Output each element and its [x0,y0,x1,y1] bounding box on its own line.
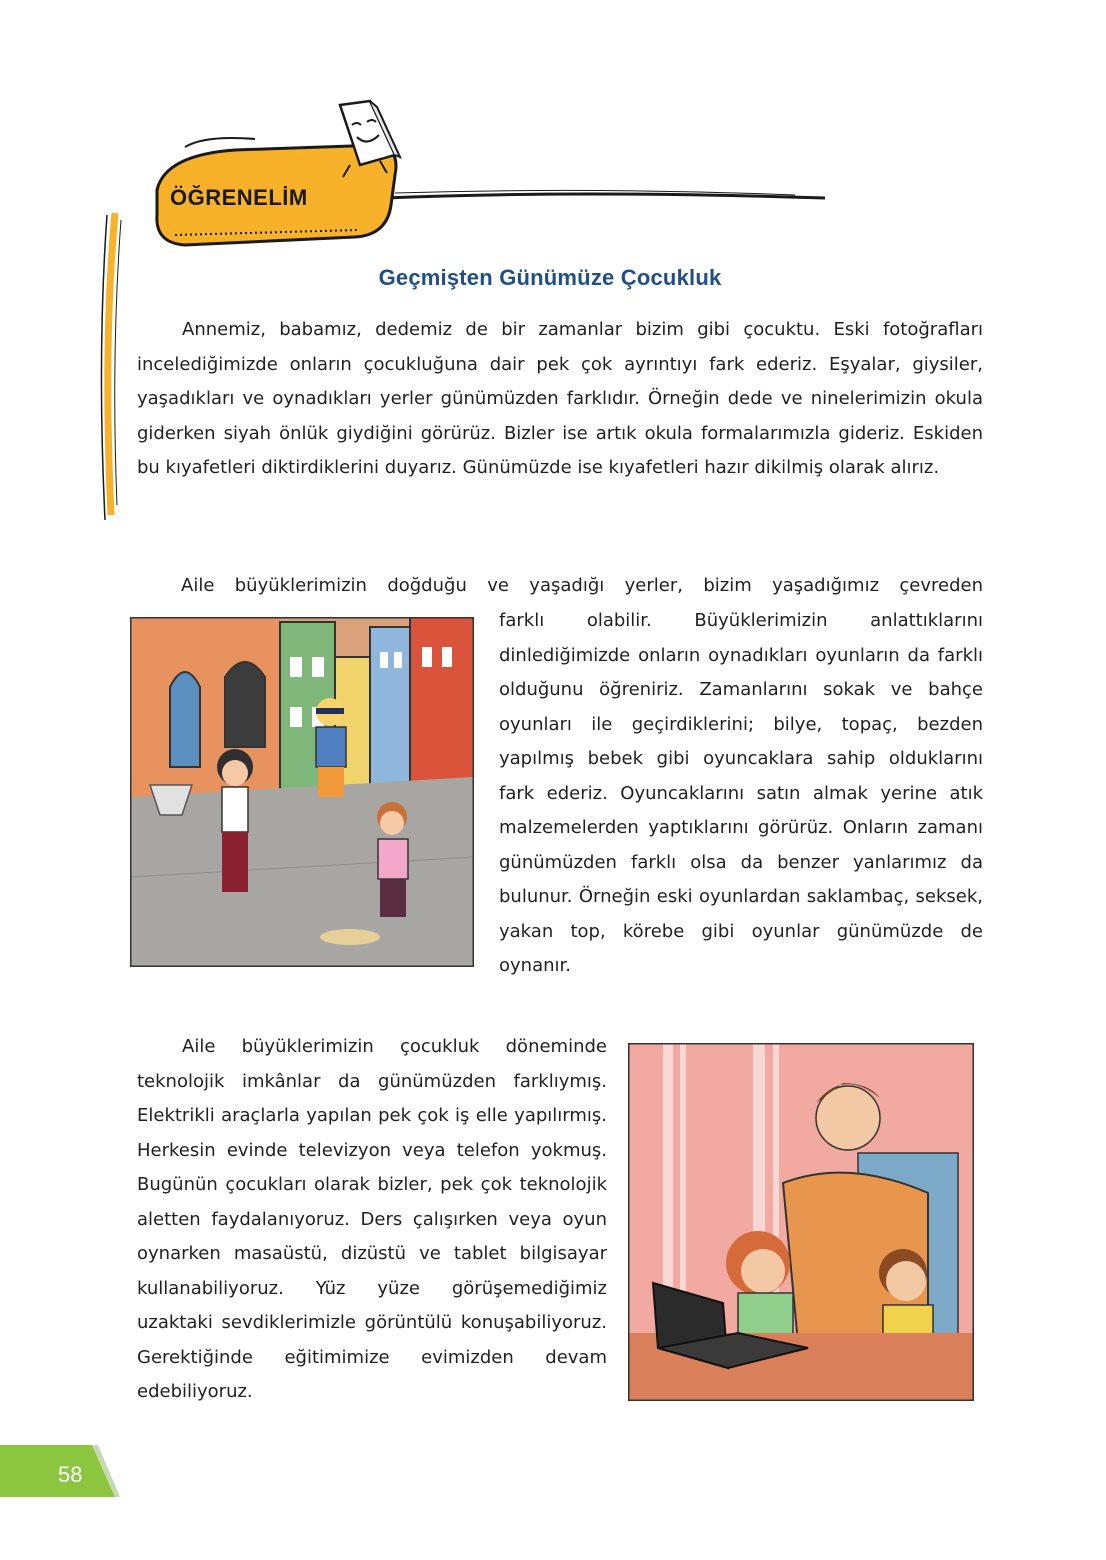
paragraph-intro [137,313,983,486]
page-title: Geçmişten Günümüze Çocukluk [378,265,722,290]
paragraph-places-rest: farklı olabilir. Büyüklerimizin anlattıklarını dinlediğimizde onların oynadıkları oyunların da farklı olduğunu öğreniriz. Zamanlarını sokak ve bahçe oyunları ile geçirdiklerini; bilye, topaç, bezden yapılmış bebek gibi oyuncaklara sahip olduklarını fark ederiz. Oyuncaklarını satın almak yerine atık malzemelerden yaptıklarını görürüz. Onların zamanı günümüzden farklı olsa da benzer yanlarımız da bulunur. Örneğin eski oyunlardan saklambaç, seksek, yakan top, körebe gibi oyunlar günümüzde de oynanır. [499,610,983,976]
page-number: 58 [58,1462,83,1487]
paragraph-technology-text: Aile büyüklerimizin çocukluk döneminde teknolojik imkânlar da günümüzden farklıymış. Elektrikli araçlarla yapılan pek çok iş elle yapılırmış. Herkesin evinde televizyon veya telefon yokmuş. Bugünün çocukları olarak bizler, pek çok teknolojik aletten faydalanıyoruz. Ders çalışırken veya oyun oynarken masaüstü, dizüstü ve tablet bilgisayar kullanabiliyoruz. Yüz yüze görüşemediğimiz uzaktaki sevdiklerimizle görüntülü konuşabiliyoruz. Gerektiğinde eğitimimize evimizden devam edebiliyoruz. [137,1036,607,1402]
street-scene-illustration [130,617,474,967]
computer-scene-illustration [628,1043,974,1401]
paragraph-places-first-line: Aile büyüklerimizin doğduğu ve yaşadığı yerler, bizim yaşadığımız çevreden [181,575,983,596]
section-badge-label: ÖĞRENELİM [170,185,308,210]
paragraph-intro-text: Annemiz, babamız, dedemiz de bir zamanlar bizim gibi çocuktu. Eski fotoğrafları incelediğimizde onların çocukluğuna dair pek çok ayrıntıyı fark ederiz. Eşyalar, giysiler, yaşadıkları ve oynadıkları yerler günümüzden farklıdır. Örneğin dede ve ninelerimizin okula giderken siyah önlük giydiğini görürüz. Bizler ise artık okula formalarımızla gideriz. Eskiden bu kıyafetleri diktirdiklerini duyarız. Günümüzde ise kıyafetleri hazır dikilmiş olarak alırız. [137,319,983,478]
paragraph-technology [137,1030,607,1410]
